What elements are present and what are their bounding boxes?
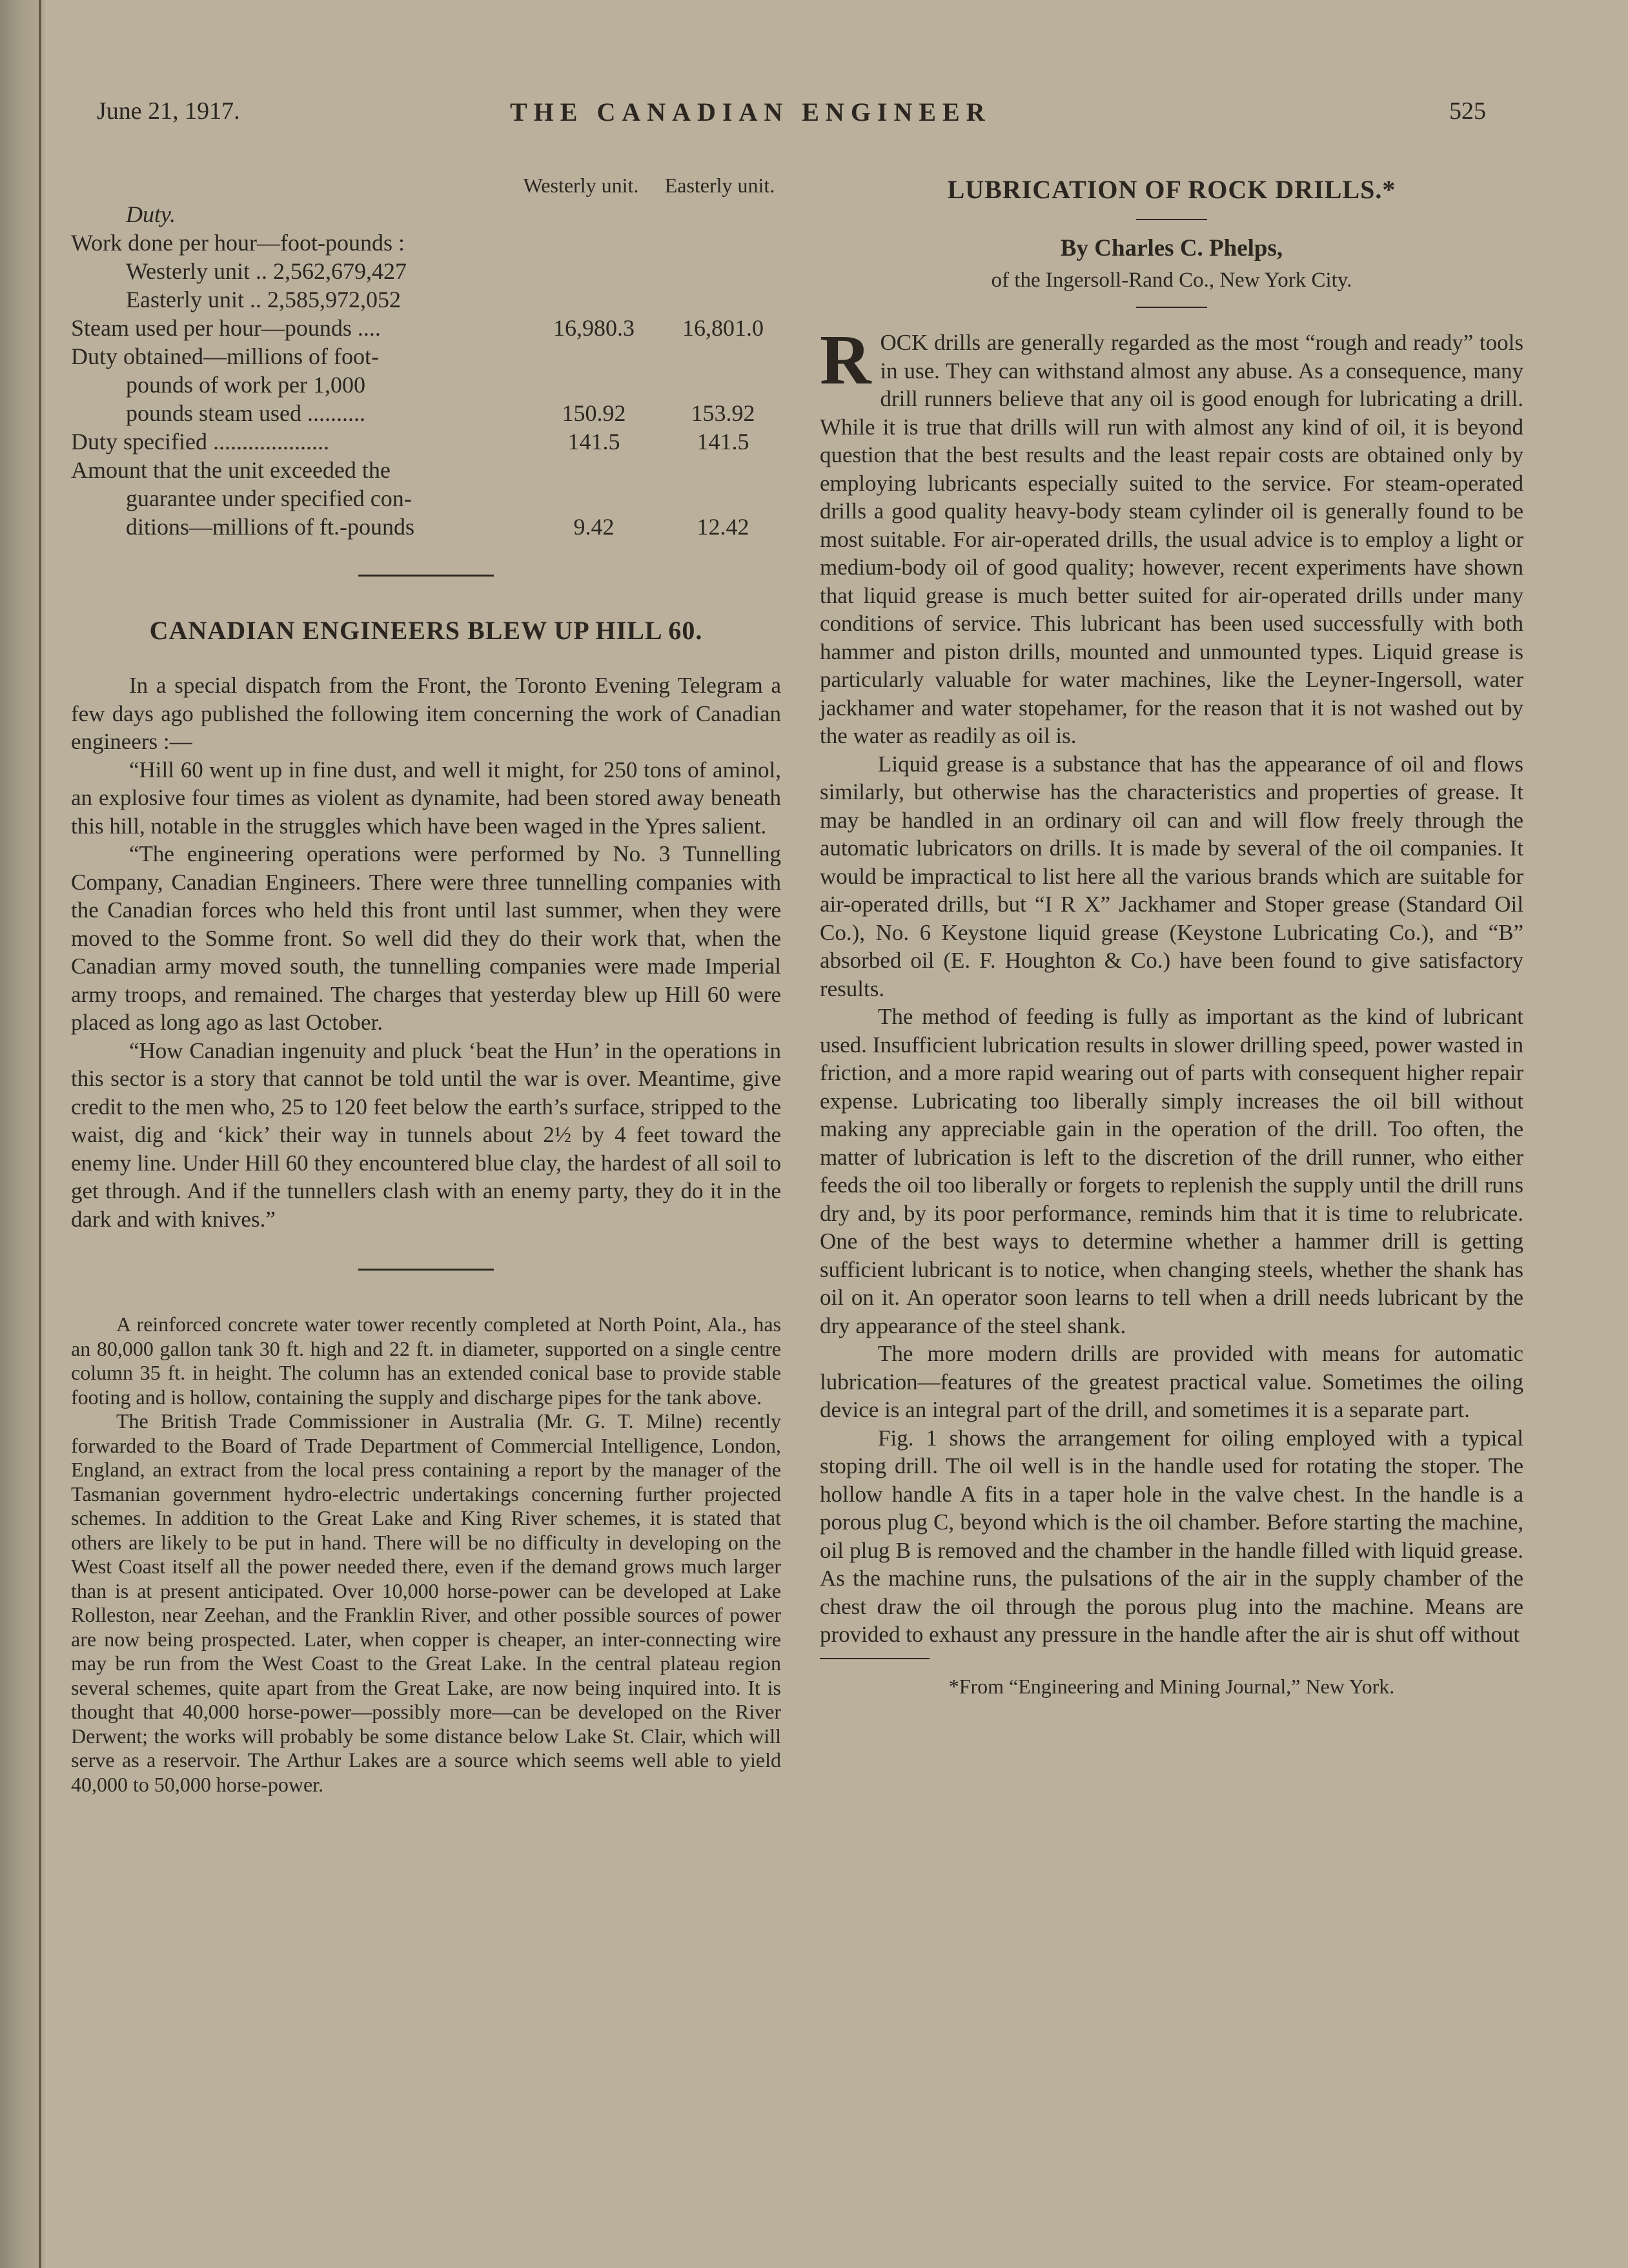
row-label: pounds steam used .......... <box>126 400 365 426</box>
row-label: Easterly unit .. 2,585,972,052 <box>126 287 401 312</box>
table-row <box>71 399 781 427</box>
row-label: Steam used per hour—pounds .... <box>71 315 381 341</box>
table-row <box>71 314 781 342</box>
table-row <box>71 427 781 456</box>
duty-table <box>71 174 781 549</box>
easterly-column-header: Easterly unit. <box>664 174 775 197</box>
article-paragraph: The more modern drills are provided with means for automatic lubrication—features of the greatest practical value. Sometimes the oiling device is an integral part of the drill, and sometimes it is a separate part. <box>820 1341 1523 1422</box>
table-row <box>71 371 781 399</box>
table-row <box>71 342 781 371</box>
table-row <box>71 456 781 484</box>
footnote: *From “Engineering and Mining Journal,” New York. <box>948 1674 1395 1698</box>
row-label: Duty obtained—millions of foot- <box>71 343 379 369</box>
footnote-rule <box>820 1658 930 1659</box>
left-column <box>71 174 781 1797</box>
table-row <box>71 484 781 513</box>
westerly-value: 16,980.3 <box>553 315 635 341</box>
heading-rule <box>1136 219 1207 220</box>
table-row <box>71 257 781 285</box>
running-head <box>97 97 1486 136</box>
article-heading-hill-60: CANADIAN ENGINEERS BLEW UP HILL 60. <box>149 616 703 645</box>
news-note: A reinforced concrete water tower recently completed at North Point, Ala., has an 80,000 gallon tank 30 ft. high and 22 ft. in diameter, supported on a single centre column 35 ft. in height. The column has an extended conical base to provide stable footing and is hollow, containing the supply and discharge pipes for the tank above. <box>71 1313 781 1409</box>
article-heading-rock-drills: LUBRICATION OF ROCK DRILLS.* <box>947 175 1396 204</box>
easterly-value: 16,801.0 <box>682 315 764 341</box>
author-affiliation: of the Ingersoll-Rand Co., New York City. <box>991 269 1352 292</box>
row-label: guarantee under specified con- <box>126 485 412 511</box>
easterly-value: 12.42 <box>697 514 749 540</box>
issue-date: June 21, 1917. <box>97 97 240 125</box>
row-label: pounds of work per 1,000 <box>126 372 365 398</box>
article-paragraph: The method of feeding is fully as important as the kind of lubricant used. Insufficient lubrication results in slower drilling speed, power wasted in friction, and a more rapid wearing out of parts with consequent higher repair expense. Lubricating too liberally simply increases the oil bill without making any appreciable gain in the operation of the drill. Too often, the matter of lubrication is left to the discretion of the drill runner, who either feeds the oil too liberally or forgets to replenish the supply until the drill runs dry and, by its poor performance, reminds him that it is time to relubricate. One of the best ways to determine whether a hammer drill is getting sufficient lubricant is to notice, when changing steels, whether the shank has oil on it. An operator soon learns to tell when a drill needs lubricant by the dry appearance of the steel shank. <box>820 1004 1523 1338</box>
duty-title: Duty. <box>126 201 176 227</box>
westerly-column-header: Westerly unit. <box>523 174 639 197</box>
row-label: Work done per hour—foot-pounds : <box>71 230 405 256</box>
first-paragraph-text: OCK drills are generally regarded as the most “rough and ready” tools in use. They can withstand almost any abuse. As a consequence, many drill runners believe that any oil is good enough for lubricating a drill. While it is true that drills will run with almost any kind of oil, it is beyond question that the best results and the least repair costs are obtained only by employing lubricants especially suited to the service. For steam-operated drills a good quality heavy-body steam cylinder oil is generally found to be most suitable. For air-operated drills, the usual advice is to employ a light or medium-body oil of good quality; however, recent experiments have shown that liquid grease is much better suited for air-operated drills under many conditions of service. This lubricant has been used successfully with both hammer and piston drills, mounted and unmounted types. Liquid grease is particularly valuable for water machines, like the Leyner-Ingersoll, water jackhamer and water stopehamer, for the reason that it is not washed out by the water as readily as oil is. <box>820 330 1523 748</box>
page-number: 525 <box>1449 97 1486 125</box>
table-row <box>71 285 781 314</box>
byline-rule <box>1136 307 1207 308</box>
row-label: Duty specified .................... <box>71 429 329 455</box>
westerly-value: 9.42 <box>573 514 615 540</box>
article-paragraph: “Hill 60 went up in fine dust, and well it might, for 250 tons of aminol, an explosive four times as violent as dynamite, had been stored away beneath this hill, notable in the struggles which have been waged in the Ypres salient. <box>71 757 781 839</box>
article-paragraph <box>820 320 1523 750</box>
article-paragraph: Fig. 1 shows the arrangement for oiling employed with a typical stoping drill. The oil well is in the handle used for rotating the stoper. The hollow handle A fits in a taper hole in the valve chest. In the handle is a porous plug C, beyond which is the oil chamber. Before starting the machine, oil plug B is removed and the chamber in the handle filled with liquid grease. As the machine runs, the pulsations of the air in the supply chamber of the chest draw the oil through the porous plug into the machine. Means are provided to exhaust any pressure in the handle after the air is shut off without <box>820 1425 1523 1647</box>
article-paragraph: Liquid grease is a substance that has the appearance of oil and flows similarly, but otherwise has the characteristics and properties of grease. It may be handled in an ordinary oil can and will flow freely through the automatic lubricators on drills. It is made by several of the oil companies. It would be impractical to list here all the various brands which are suitable for air-operated drills, but “I R X” Jackhamer and Stoper grease (Standard Oil Co.), No. 6 Keystone liquid grease (Keystone Lubricating Co.), and “B” absorbed oil (E. F. Houghton & Co.) have been found to give satisfactory results. <box>820 751 1523 1001</box>
author-byline: By Charles C. Phelps, <box>1060 235 1283 261</box>
section-divider <box>358 1269 494 1271</box>
easterly-value: 141.5 <box>697 429 749 455</box>
article-paragraph: “How Canadian ingenuity and pluck ‘beat the Hun’ in the operations in this sector is a story that cannot be told until the war is over. Meantime, give credit to the men who, 25 to 120 feet below the earth’s surface, stripped to the waist, dig and ‘kick’ their way in tunnels about 2½ by 4 feet toward the enemy line. Under Hill 60 they encountered blue clay, the hardest of all soil to get through. And if the tunnellers clash with an enemy party, they do it in the dark and with knives.” <box>71 1037 781 1232</box>
table-row <box>71 513 781 541</box>
row-label: Amount that the unit exceeded the <box>71 457 391 483</box>
row-label: ditions—millions of ft.-pounds <box>126 514 415 540</box>
table-row <box>71 229 781 257</box>
section-divider <box>358 575 494 577</box>
westerly-value: 150.92 <box>562 400 626 426</box>
journal-title: THE CANADIAN ENGINEER <box>510 97 992 127</box>
westerly-value: 141.5 <box>567 429 620 455</box>
binding-edge-line <box>39 0 41 2268</box>
news-note: The British Trade Commissioner in Australia (Mr. G. T. Milne) recently forwarded to the Board of Trade Department of Commercial Intelligence, London, England, an extract from the local press containing a report by the manager of the Tasmanian government hydro-electric undertakings concerning further projected schemes. In addition to the Great Lake and King River schemes, it is stated that others are likely to be put in hand. There will be no difficulty in developing on the West Coast itself all the power needed there, even if the demand grows much larger than is at present anticipated. Over 10,000 horse-power can be developed at Lake Rolleston, near Zeehan, and the Franklin River, and other possible sources of power are now being prospected. Later, when copper is cheaper, an inter-connecting wire may be run from the West Coast to the Great Lake. In the central plateau region several schemes, quite apart from the Great Lake, are now being inquired into. It is thought that 40,000 horse-power—possibly more—can be developed on the River Derwent; the works will probably be some distance below Lake St. Clair, which will serve as a reservoir. The Arthur Lakes are a source which seems well able to yield 40,000 to 50,000 horse-power. <box>71 1409 781 1796</box>
article-paragraph: “The engineering operations were performed by No. 3 Tunnelling Company, Canadian Engineers. There were three tunnelling companies with the Canadian forces who held this front until last summer, when they were moved to the Somme front. So well did they do their work that, when the Canadian army moved south, the tunnelling companies were made Imperial army troops, and remained. The charges that yesterday blew up Hill 60 were placed as long ago as last October. <box>71 841 781 1035</box>
article-paragraph: In a special dispatch from the Front, the Toronto Evening Telegram a few days ago published the following item concerning the work of Canadian engineers :— <box>71 673 781 754</box>
right-column <box>820 174 1523 1699</box>
drop-cap: R <box>820 320 871 399</box>
row-label: Westerly unit .. 2,562,679,427 <box>126 258 407 284</box>
easterly-value: 153.92 <box>691 400 755 426</box>
